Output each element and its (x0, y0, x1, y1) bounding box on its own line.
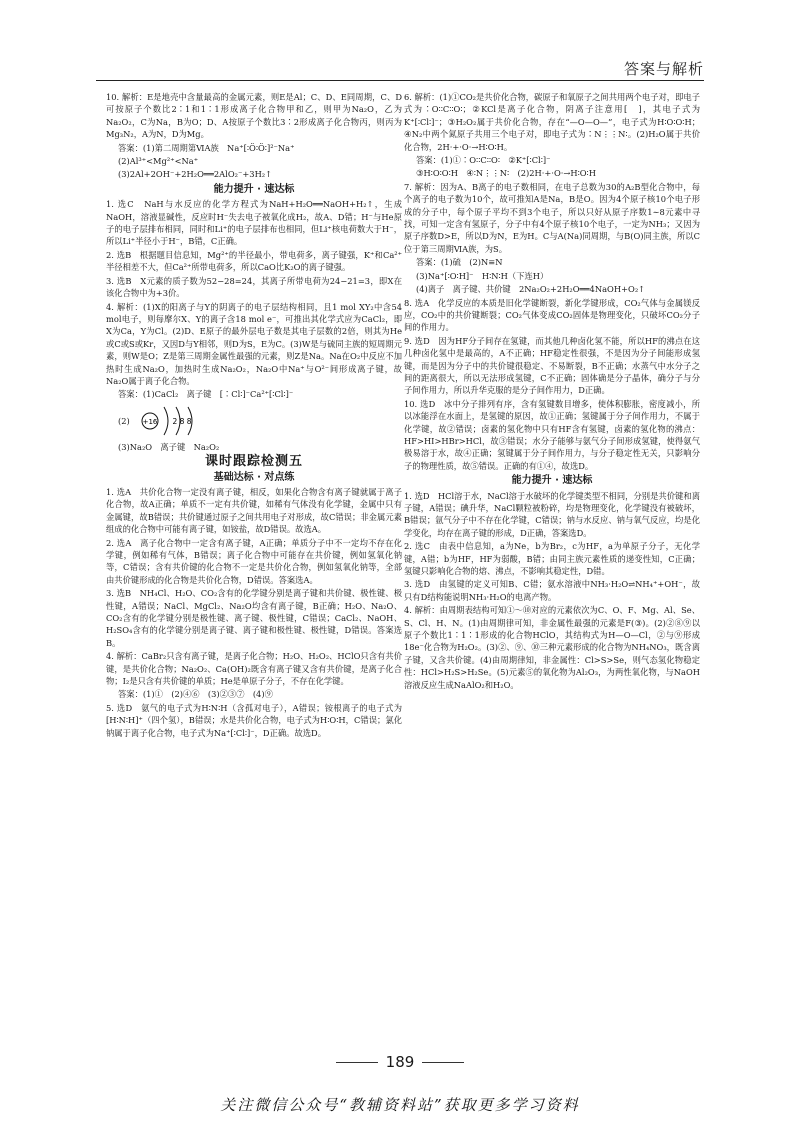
lesson-title: 课时跟踪检测五 (204, 454, 303, 470)
answer-line: 答案：(1)① (2)④⑥ (3)②③⑦ (4)⑨ (118, 689, 273, 700)
answer-line: (3)2Al+2OH⁻+2H₂O══2AlO₂⁻+3H₂↑ (118, 169, 273, 180)
solution-paragraph: 5. 选D 氨气的电子式为H∶N∶H（含孤对电子），A错误；铵根离子的电子式为[H∶N∶H]⁺（四个氢），B错误；水是共价化合物，电子式为H∶O∶H，C错误；氯化钠属于离子化合物，电子式为Na⁺[∶Cl∶]⁻，D正确。故选D。 (106, 702, 402, 738)
answer-line: 答案：(1)硫 (2)N≡N (416, 257, 503, 268)
solution-paragraph: 7. 解析：因为A、B离子的电子数相同，在电子总数为30的A₂B型化合物中，每个离子的电子数为10个，故可推知A是Na，B是O。因为4个原子核10个电子形成的分子中，每个原子平均不到3个电子，所以只好从原子序数1∼8元素中寻找，可知一定含有氢原子，分子中有4个原子核10个电子，一定为NH₃；又因为原子序数D>E，所以D为N，E为H。C与A(Na)同周期，与B(O)同主族，所以C位于第三周期ⅥA族，为S。 (404, 181, 700, 254)
left-column (106, 91, 402, 740)
answer-line: (2)Al³⁺<Mg²⁺<Na⁺ (118, 156, 199, 167)
solution-paragraph: 3. 选B NH₄Cl、H₂O、CO₂含有的化学键分别是离子键和共价键、极性键、极性键，A错误；NaCl、MgCl₂、Na₂O均含有离子键，B正确；H₂O、Na₂O、CO₂含有的化学键分别是极性键、离子键、极性键，C错误；CaCl₂、NaOH、H₂SO₄含有的化学键分别是离子键、离子键和极性键、极性键，D错误。答案选B。 (106, 588, 402, 648)
header-rule (96, 80, 704, 81)
atom-structure-diagram (118, 403, 402, 439)
solution-paragraph: 9. 选D 因为HF分子间存在氢键，而其他几种卤化氢不能，所以HF的沸点在这几种卤化氢中是最高的，A不正确；HF稳定性很强，不是因为分子间能形成氢键，而是因为分子中的共价键很稳定、不易断裂，B不正确；水蒸气中水分子之间的距离很大，所以无法形成氢键，C不正确；固体确是分子晶体，确分子与分子间作用力，所以升华克服的是分子间作用力，D正确。 (404, 335, 700, 396)
header-title: 答案与解析 (623, 60, 704, 78)
section-heading: 能力提升 · 速达标 (511, 475, 593, 487)
solution-paragraph: 4. 解析：CaBr₂只含有离子键，是离子化合物；H₂O、H₂O₂、HClO只含有共价键，是共价化合物；Na₂O₂、Ca(OH)₂既含有离子键又含有共价键，是离子化合物；I₂是只含有共价键的单质；He是单原子分子，不存在化学键。 (106, 651, 402, 687)
atom-label: (2) (118, 415, 130, 426)
solution-paragraph: 4. 解析：(1)X的阳离子与Y的阴离子的电子层结构相同，且1 mol XY₂中含54 mol电子，则每摩尔X、Y的离子含18 mol e⁻，可推出其化学式应为CaCl₂，即X为Ca，Y为Cl。(2)D、E原子的最外层电子数是其电子层数的2倍，则其为He或C或S或Kr，又因D与Y相邻，则D为S，E为C。(3)W是与硫同主族的短周期元素，则W是O；Z是第三周期金属性最强的元素，则Z是Na。Na在O₂中反应不加热时生成Na₂O，加热时生成Na₂O₂，Na₂O中Na⁺与O²⁻间形成离子键，故Na₂O属于离子化合物。 (106, 301, 402, 386)
right-column (404, 91, 700, 692)
solution-paragraph: 1. 选A 共价化合物一定没有离子键，相反，如果化合物含有离子键就属于离子化合物，故A正确；单质不一定有共价键，如稀有气体没有化学键，金属中只有金属键，故B错误；共价键通过原子之间共用电子对形成，故C错误；非金属元素组成的化合物中可能有离子键，如铵盐，故D错误。故选A。 (106, 486, 402, 535)
atom-diagram-icon (138, 403, 208, 439)
section-heading: 能力提升 · 速达标 (213, 183, 295, 195)
atom-shell-electrons: 2 8 8 (172, 416, 192, 426)
answer-line: 答案：(1)CaCl₂ 离子键 [∶Cl∶]⁻Ca²⁺[∶Cl∶]⁻ (118, 389, 294, 400)
solution-paragraph: 3. 选B X元素的质子数为52−28=24，其离子所带电荷为24−21=3，即X在该化合物中为+3价。 (106, 275, 402, 299)
answer-line: (4)离子 离子键、共价键 2Na₂O₂+2H₂O══4NaOH+O₂↑ (416, 284, 646, 295)
section-heading: 基础达标 · 对点练 (213, 471, 295, 483)
solution-paragraph: 1. 选C NaH与水反应的化学方程式为NaH+H₂O══NaOH+H₂↑，生成NaOH，溶液显碱性，反应时H⁻失去电子被氧化成H₂，故A、D错；H⁻与He原子的电子层排布相同，同时和Li⁺的电子层排布也相同，但Li⁺核电荷数大于H⁻，所以Li⁺半径小于H⁻，B错，C正确。 (106, 199, 402, 247)
page-number (0, 1053, 800, 1071)
solution-paragraph: 2. 选B 根据题目信息知，Mg²⁺的半径最小，带电荷多，离子键强，K⁺和Ca²⁺半径相差不大，但Ca²⁺所带电荷多，所以CaO比K₂O的离子键强。 (106, 249, 402, 273)
solution-paragraph: 2. 选C 由表中信息知，a为Ne，b为Br₂，c为HF，a为单原子分子，无化学键，A错；b为HF，HF为弱酸，B错；由同主族元素性质的递变性知，C正确；氢键只影响化合物的熔、沸点，不影响其稳定性，D错。 (404, 541, 700, 577)
solution-paragraph: 3. 选D 由氢键的定义可知B、C错；氨水溶液中NH₃·H₂O⇌NH₄⁺+OH⁻，故只有D结构能说明NH₃·H₂O的电离产物。 (404, 579, 700, 602)
answer-line: (3)Na⁺[∶O∶H]⁻ H∶N∶H（下连H） (416, 270, 549, 281)
footer-watermark: 关注微信公众号“教辅资料站”获取更多学习资料 (220, 1096, 580, 1114)
answer-line: 答案：(1)①∶O∶∶C∶∶O∶ ②K⁺[∶Cl∶]⁻ (416, 155, 551, 166)
solution-paragraph: 8. 选A 化学反应的本质是旧化学键断裂，新化学键形成，CO₂气体与金属镁反应，CO₂中的共价键断裂；CO₂气体变成CO₂固体是物理变化，只破坏CO₂分子间的作用力。 (404, 297, 700, 333)
answer-line: ③H∶O∶O∶H ④∶N⋮⋮N∶ (2)2H·+·O·→H∶O∶H (416, 168, 596, 179)
solution-paragraph: 10. 选D 冰中分子排列有序，含有氢键数目增多，使体积膨胀，密度减小，所以冰能浮在水面上，是氢键的原因，故①正确；氢键属于分子间作用力，不属于化学键，故②错误；卤素的氢化物中只有HF含有氢键，卤素的氢化物的沸点：HF>HI>HBr>HCl，故③错误；水分子能够与氨气分子间形成氢键，使得氨气极易溶于水，故④正确；氢键属于分子间作用力，与分子稳定性无关，只影响分子的物理性质，故⑤错误。正确的有①④，故选D。 (404, 398, 700, 471)
atom-nucleus-label: +16 (142, 417, 158, 426)
solution-paragraph: 10. 解析：E是地壳中含量最高的金属元素，则E是Al；C、D、E同周期，C、D可按原子个数比2∶1和1∶1形成离子化合物甲和乙，则甲为Na₂O，乙为Na₂O₂，C为Na，B为O；D、A按原子个数比3∶2形成离子化合物丙，则丙为Mg₃N₂，A为N，D为Mg。 (106, 92, 402, 140)
answer-line: 答案：(1)第二周期第ⅥA族 Na⁺[∶Ö∶Ö∶]²⁻Na⁺ (118, 142, 295, 153)
solution-paragraph: 1. 选D HCl溶于水，NaCl溶于水破坏的化学键类型不相同，分别是共价键和离子键，A错误；碘升华，NaCl颗粒被粉碎，均是物理变化，化学键没有被破坏，B错误；氩气分子中不存在化学键，C错误；钠与水反应、钠与氧气反应，均是化学变化，均存在离子键的形成，D正确，答案选D。 (404, 490, 700, 538)
solution-paragraph: 6. 解析：(1)①CO₂是共价化合物，碳原子和氧原子之间共用两个电子对，即电子式为∶O∶∶C∶∶O∶；②KCl是离子化合物，阴离子注意用[ ]，其电子式为K⁺[∶Cl∶]⁻；③H₂O₂属于共价化合物，存在“—O—O—”，电子式为H∶O∶O∶H；④N₂中两个氮原子共用三个电子对，即电子式为∶N⋮⋮N∶。(2)H₂O属于共价化合物，2H·+·O·→H∶O∶H。 (404, 92, 700, 152)
page-number-text: 189 (385, 1053, 415, 1071)
solution-paragraph: 2. 选A 离子化合物中一定含有离子键，A正确；单质分子中不一定均不存在化学键，例如稀有气体，B错误；离子化合物中可能存在共价键，例如氢氧化钠等，C错误；含有共价键的化合物不一定是共价化合物，例如氢氧化钠等，全部由共价键形成的化合物是共价化合物，D错误。答案选A。 (106, 537, 402, 585)
solution-paragraph: 4. 解析：由周期表结构可知①～⑩对应的元素依次为C、O、F、Mg、Al、Se、S、Cl、H、N。(1)由周期律可知，非金属性最强的元素是F(③)。(2)②⑧⑨以原子个数比1∶1∶1形成的化合物HClO，其结构式为H—O—Cl，②与⑨形成18e⁻化合物为H₂O₂。(3)②、⑨、⑩三种元素形成的化合物为NH₄NO₃，既含离子键，又含共价键。(4)由周期律知，非金属性：Cl>S>Se，则气态氢化物稳定性：HCl>H₂S>H₂Se。(5)元素⑤的氧化物为Al₂O₃，为两性氧化物，与NaOH溶液反应生成NaAlO₂和H₂O。 (404, 605, 700, 690)
answer-line: (3)Na₂O 离子键 Na₂O₂ (118, 441, 220, 452)
